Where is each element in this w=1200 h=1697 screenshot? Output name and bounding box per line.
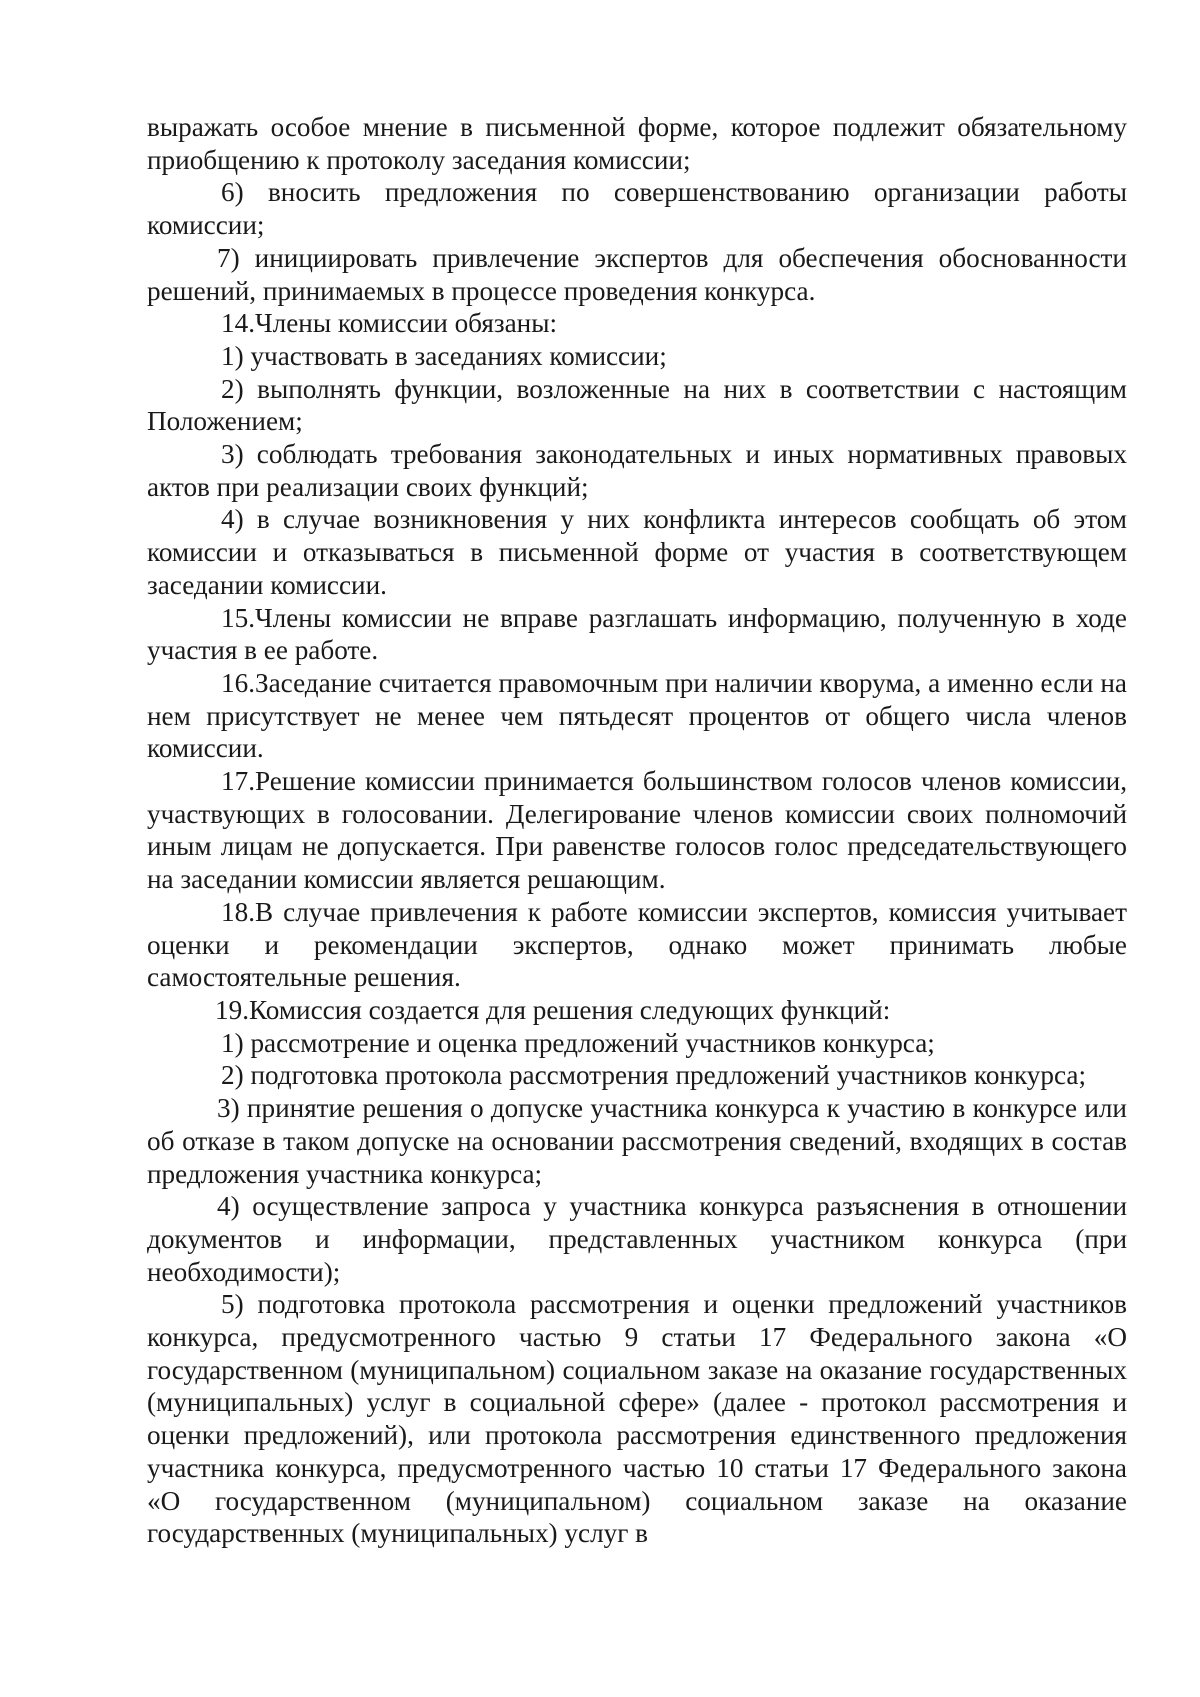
paragraph-section-18: 18.В случае привлечения к работе комиссии экспертов, комиссия учитывает оценки и рекомендации экспертов, однако может принимать любые самостоятельные решения. bbox=[147, 896, 1127, 993]
paragraph-14-item-1: 1) участвовать в заседаниях комиссии; bbox=[221, 340, 667, 371]
paragraph-section-15: 15.Члены комиссии не вправе разглашать информацию, полученную в ходе участия в ее работе. bbox=[147, 602, 1127, 666]
paragraph-section-16: 16.Заседание считается правомочным при наличии кворума, а именно если на нем присутствует не менее чем пятьдесят процентов от общего числа членов комиссии. bbox=[147, 667, 1127, 764]
paragraph-section-17: 17.Решение комиссии принимается большинством голосов членов комиссии, участвующих в голосовании. Делегирование членов комиссии своих полномочий иным лицам не допускается. При равенстве голосов голос председательствующего на заседании комиссии является решающим. bbox=[147, 766, 1127, 895]
paragraph-14-item-2: 2) выполнять функции, возложенные на них в соответствии с настоящим Положением; bbox=[147, 373, 1127, 437]
paragraph-section-14: 14.Члены комиссии обязаны: bbox=[221, 308, 558, 339]
paragraph-19-item-1: 1) рассмотрение и оценка предложений участников конкурса; bbox=[221, 1027, 935, 1058]
paragraph-14-item-3: 3) соблюдать требования законодательных и иных нормативных правовых актов при реализации своих функций; bbox=[147, 439, 1127, 502]
paragraph-19-item-4: 4) осуществление запроса у участника конкурса разъяснения в отношении документов и информации, представленных участником конкурса (при необходимости); bbox=[147, 1191, 1127, 1287]
paragraph-19-item-3: 3) принятие решения о допуске участника конкурса к участию в конкурсе или об отказе в таком допуске на основании рассмотрения сведений, входящих в состав предложения участника конкурса; bbox=[147, 1093, 1127, 1189]
paragraph-section-19: 19.Комиссия создается для решения следующих функций: bbox=[215, 994, 891, 1025]
paragraph-14-item-4: 4) в случае возникновения у них конфликта интересов сообщать об этом комиссии и отказываться в письменной форме от участия в соответствующем заседании комиссии. bbox=[147, 504, 1127, 600]
paragraph-19-item-5: 5) подготовка протокола рассмотрения и оценки предложений участников конкурса, предусмотренного частью 9 статьи 17 Федерального закона «О государственном (муниципальном) социальном заказе на оказание государственных (муниципальных) услуг в социальной сфере» (далее - протокол рассмотрения и оценки предложений), или протокола рассмотрения единственного предложения участника конкурса, предусмотренного частью 10 статьи 17 Федерального закона «О государственном (муниципальном) социальном заказе на оказание государственных (муниципальных) услуг в bbox=[147, 1289, 1127, 1549]
paragraph-item-7: 7) инициировать привлечение экспертов для обеспечения обоснованности решений, принимаемых в процессе проведения конкурса. bbox=[147, 242, 1127, 306]
paragraph-19-item-2: 2) подготовка протокола рассмотрения предложений участников конкурса; bbox=[221, 1060, 1087, 1091]
paragraph-item-6: 6) вносить предложения по совершенствованию организации работы комиссии; bbox=[147, 177, 1127, 241]
paragraph-continuation: выражать особое мнение в письменной форме, которое подлежит обязательному приобщению к протоколу заседания комиссии; bbox=[147, 112, 1127, 175]
document-page bbox=[147, 111, 1127, 1550]
